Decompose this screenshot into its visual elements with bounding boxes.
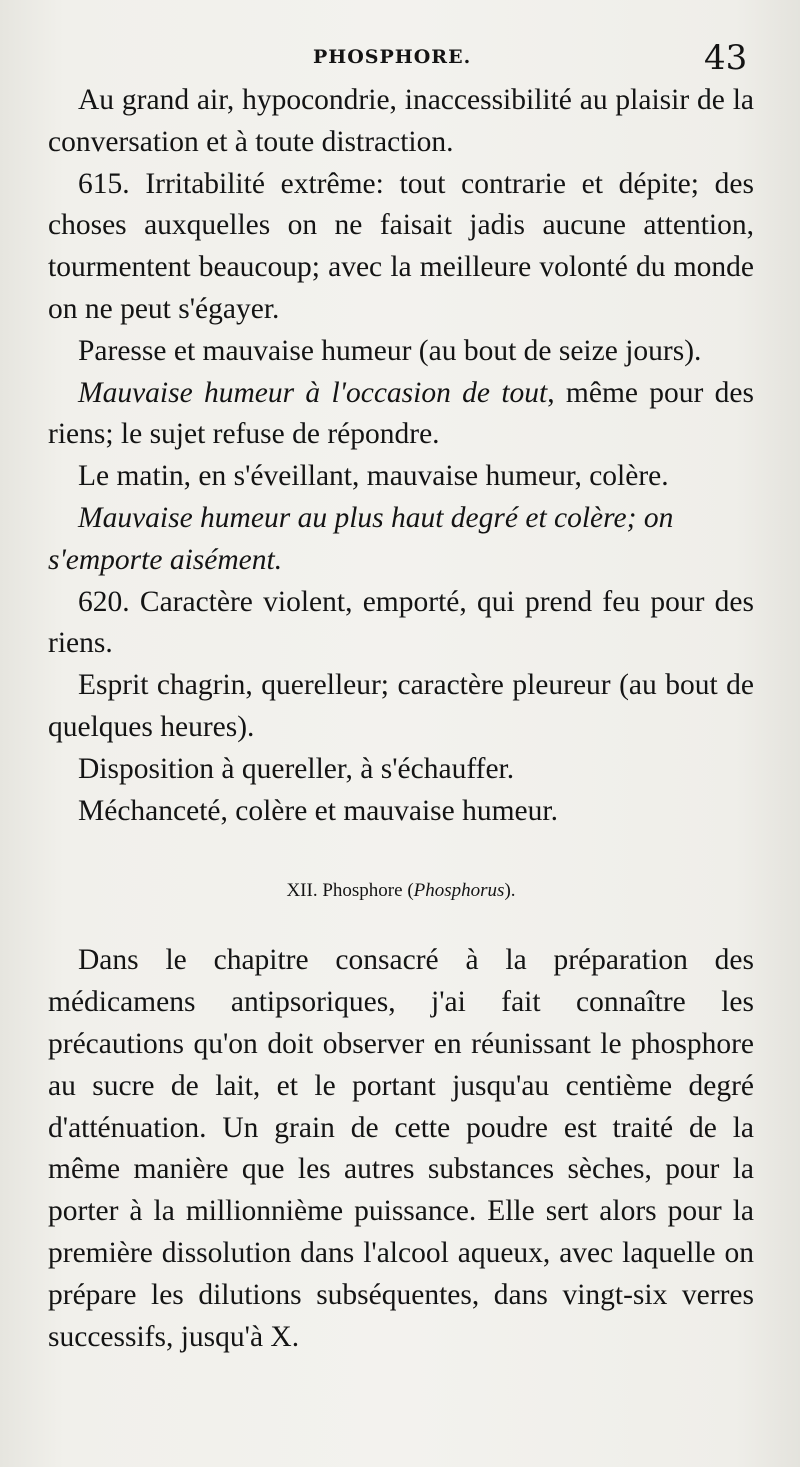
paragraph: [48, 373, 754, 457]
paragraph-rest: , même pour des riens; le sujet refuse de répondre.: [48, 376, 754, 451]
section-name: Phosphore: [322, 880, 403, 902]
italic-phrase: Mauvaise humeur à l'occasion de tout: [78, 376, 548, 409]
paragraph: Méchanceté, colère et mauvaise humeur.: [78, 794, 558, 827]
running-title: PHOSPHORE.: [313, 46, 472, 68]
paragraph: Au grand air, hypocondrie, inaccessibilité au plaisir de la conversation et à toute distraction.: [48, 84, 754, 158]
paragraph: [48, 498, 754, 582]
paragraph: Dans le chapitre consacré à la préparation des médicamens antipsoriques, j'ai fait connaître les précautions qu'on doit observer en réunissant le phosphore au sucre de lait, et le portant jusqu'au centième degré d'atténuation. Un grain de cette poudre est traité de la même manière que les autres substances sèches, pour la porter à la millionnième puissance. Elle sert alors pour la première dissolution dans l'alcool aqueux, avec laquelle on prépare les dilutions subséquentes, dans vingt-six verres successifs, jusqu'à X.: [48, 944, 754, 1353]
page-number: 43: [704, 38, 748, 78]
paragraph: 615. Irritabilité extrême: tout contrarie et dépite; des choses auxquelles on ne faisait jadis aucune attention, tourmentent beaucoup; avec la meilleure volonté du monde on ne peut s'égayer.: [48, 167, 754, 325]
italic-phrase: Mauvaise humeur au plus haut degré et colère; on s'emporte aisément.: [48, 501, 674, 576]
page-body: [48, 80, 754, 1358]
section-number: XII.: [286, 880, 318, 902]
paragraph: Paresse et mauvaise humeur (au bout de seize jours).: [78, 334, 702, 367]
paragraph: Disposition à quereller, à s'échauffer.: [78, 752, 515, 785]
page-header: [0, 40, 800, 80]
paragraph: 620. Caractère violent, emporté, qui prend feu pour des riens.: [48, 585, 754, 660]
paragraph: Le matin, en s'éveillant, mauvaise humeur, colère.: [78, 460, 669, 493]
section-heading: XII. Phosphore (Phosphorus).: [286, 880, 516, 902]
section-latin-name: Phosphorus: [413, 880, 505, 902]
paragraph: Esprit chagrin, querelleur; caractère pleureur (au bout de quelques heures).: [48, 669, 754, 743]
